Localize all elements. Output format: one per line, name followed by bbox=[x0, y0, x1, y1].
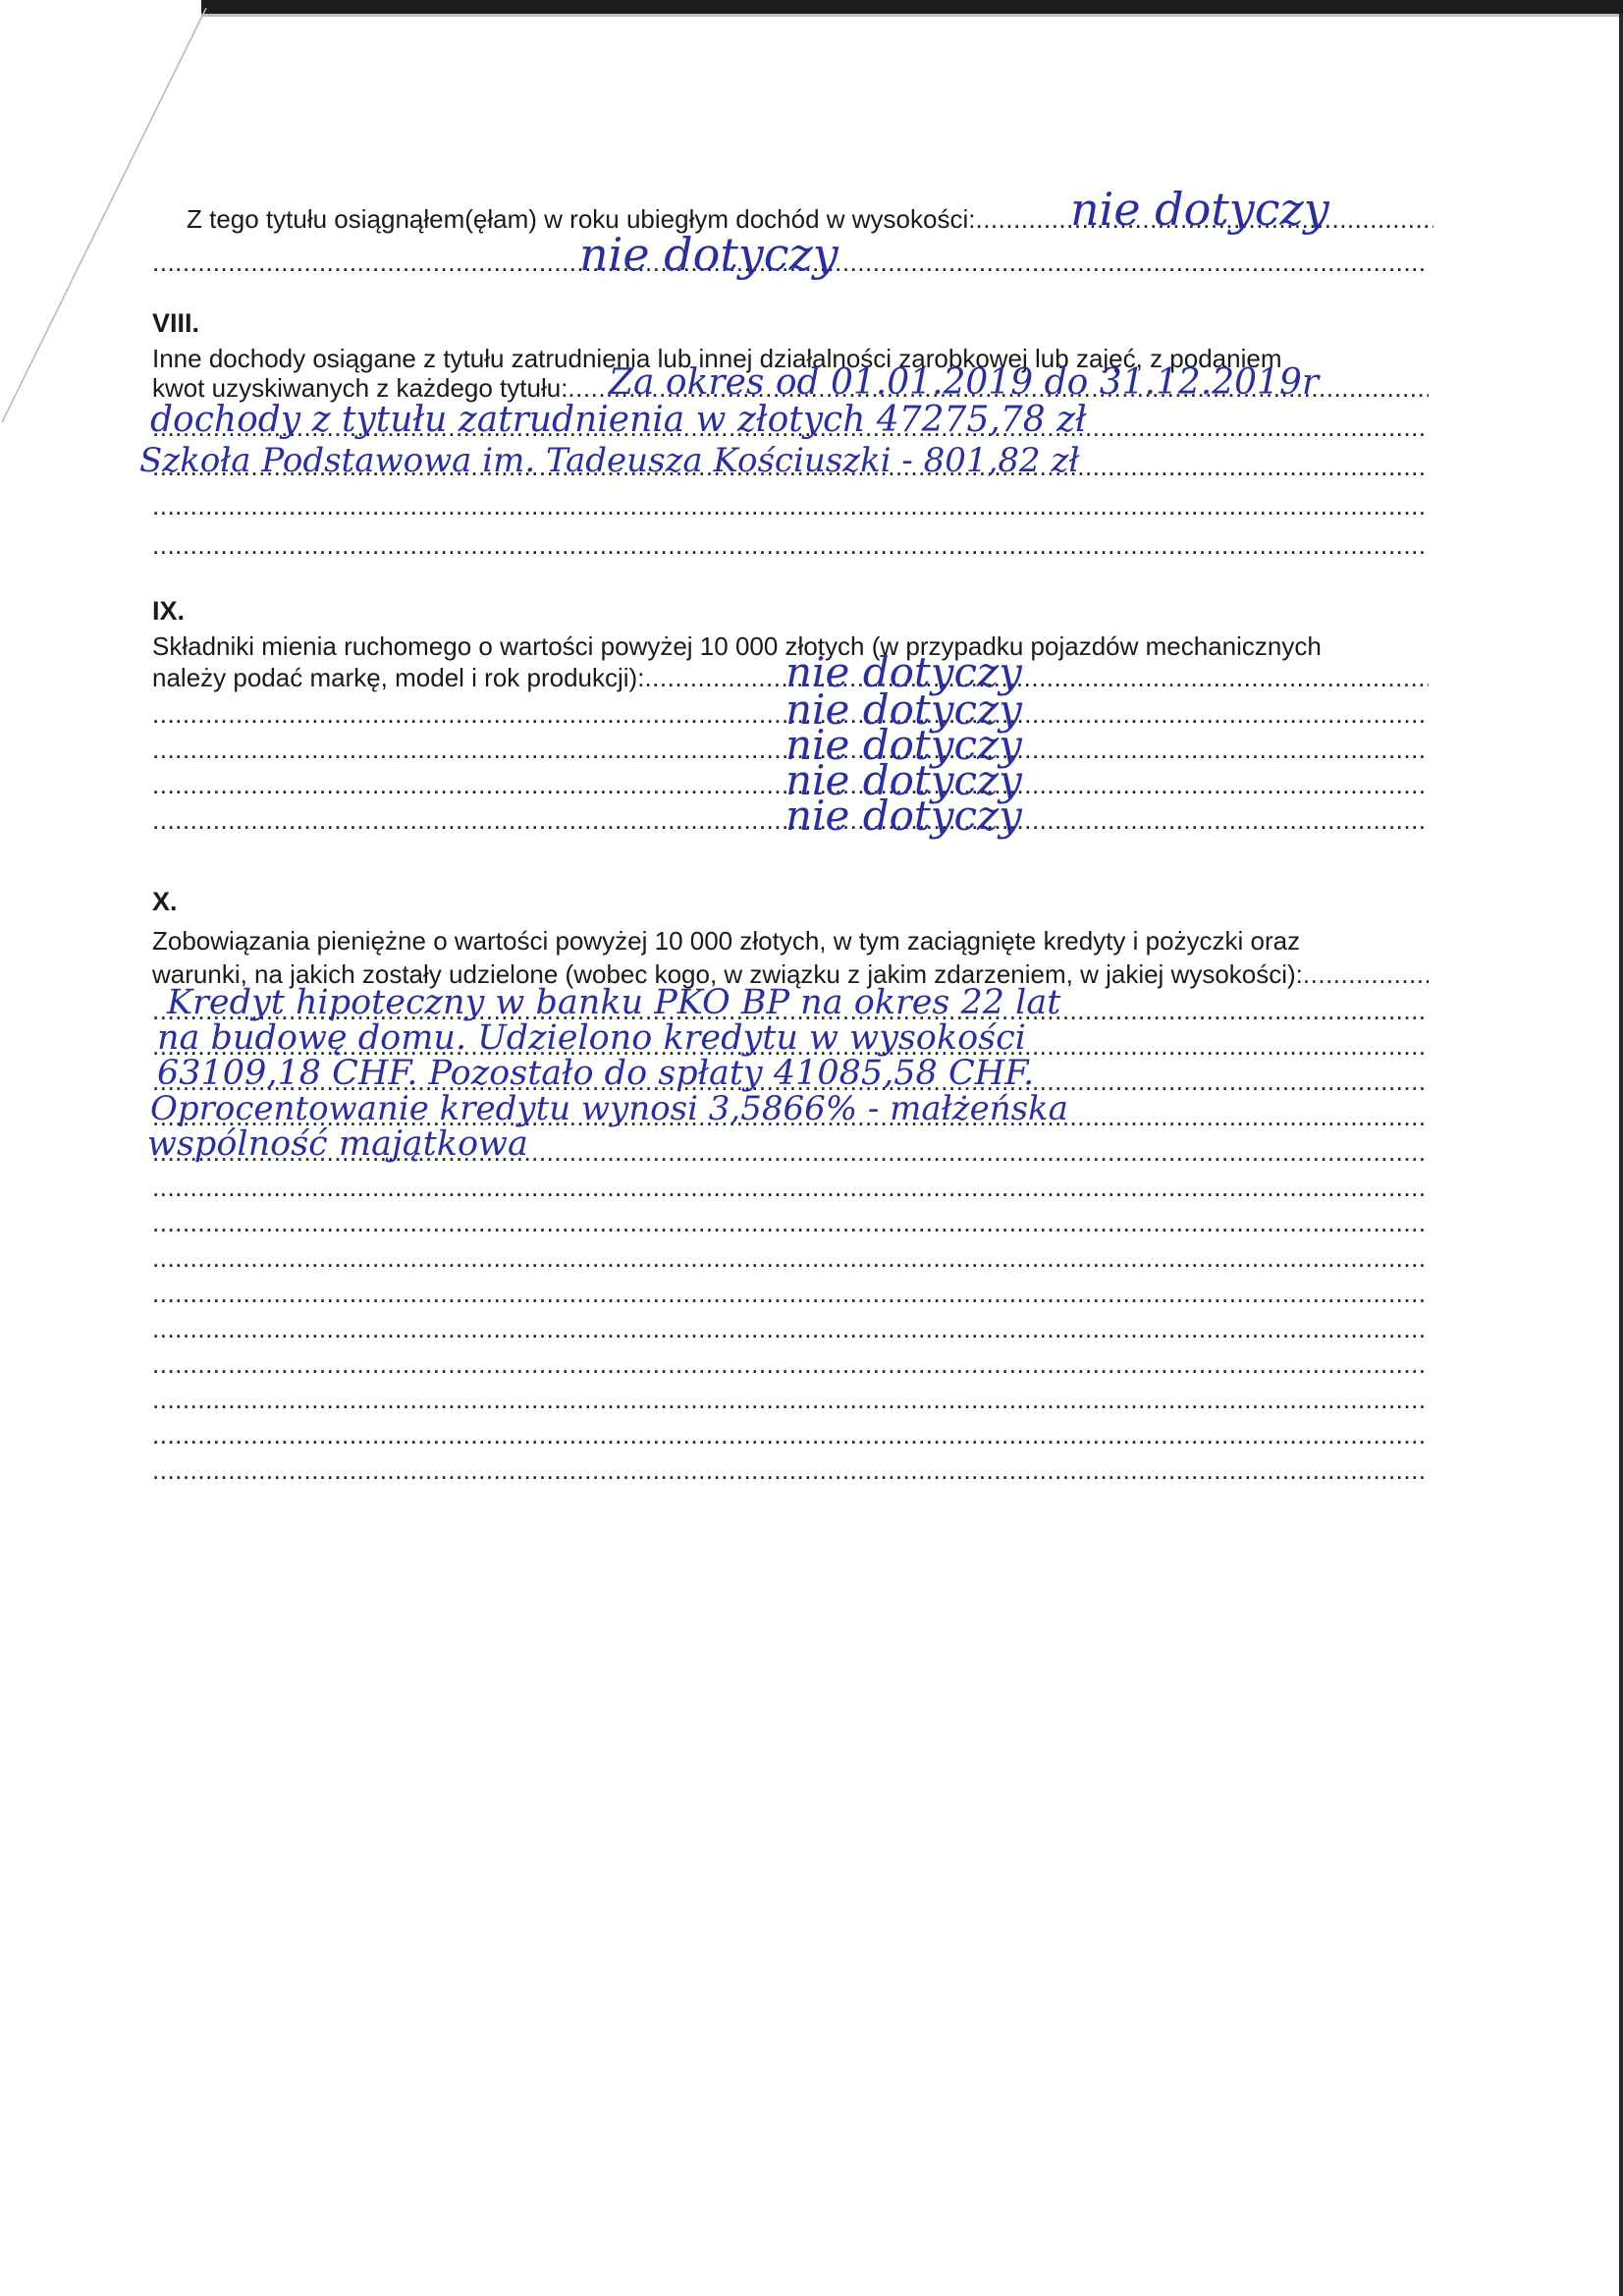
section-x-line-11 bbox=[152, 1314, 1429, 1343]
handwritten-ix-1: nie dotyczy bbox=[785, 648, 1022, 696]
handwritten-x-4: Oprocentowanie kredytu wynosi 3,5866% - małżeńska bbox=[150, 1089, 1068, 1128]
section-x-line-12 bbox=[152, 1349, 1429, 1379]
handwritten-viii-3: Szkoła Podstawowa im. Tadeusza Kościuszki - 801,82 zł bbox=[139, 441, 1080, 480]
section-x-line-14 bbox=[152, 1420, 1429, 1449]
section-x-line-10 bbox=[152, 1279, 1429, 1308]
section-viii-line-4 bbox=[152, 491, 1429, 520]
section-x-text: Zobowiązania pieniężne o wartości powyżej 10 000 złotych, w tym zaciągnięte kredyty i pożyczki oraz bbox=[152, 926, 1301, 956]
section-viii-text: Inne dochody osiągane z tytułu zatrudnienia lub innej działalności zarobkowej lub zajęć, z podaniem bbox=[152, 344, 1282, 373]
section-x-lead: warunki, na jakich zostały udzielone (wobec kogo, w związku z jakim zdarzeniem, w jakiej wysokości): bbox=[152, 959, 1303, 989]
section-ix-text: Składniki mienia ruchomego o wartości powyżej 10 000 złotych (w przypadku pojazdów mechanicznych bbox=[152, 631, 1322, 661]
handwritten-x-5: wspólność majątkowa bbox=[147, 1124, 528, 1164]
dotted-fill bbox=[152, 1208, 1429, 1237]
dotted-fill bbox=[644, 663, 1429, 692]
section-ix-heading: IX. bbox=[152, 596, 186, 626]
handwritten-viii-1: Za okres od 01.01.2019 do 31.12.2019r bbox=[609, 362, 1320, 403]
dotted-fill bbox=[152, 1385, 1429, 1414]
scan-top-edge bbox=[201, 0, 1623, 14]
handwritten-ix-5: nie dotyczy bbox=[785, 792, 1022, 840]
dotted-fill bbox=[152, 1455, 1429, 1485]
section-viii-line-5 bbox=[152, 530, 1429, 560]
dotted-fill bbox=[152, 1349, 1429, 1379]
dotted-fill bbox=[152, 1243, 1429, 1273]
section-x-line-9 bbox=[152, 1243, 1429, 1273]
section-viii-lead: kwot uzyskiwanych z każdego tytułu: bbox=[152, 373, 568, 403]
section-viii-heading: VIII. bbox=[152, 308, 200, 338]
dotted-fill bbox=[152, 1314, 1429, 1343]
dotted-fill bbox=[152, 491, 1429, 520]
handwritten-income-value: nie dotyczy bbox=[1070, 183, 1329, 236]
handwritten-ix-2: nie dotyczy bbox=[785, 685, 1022, 734]
dotted-fill bbox=[152, 1173, 1429, 1202]
intro-income-label: Z tego tytułu osiągnąłem(ęłam) w roku ubiegłym dochód w wysokości: bbox=[187, 204, 976, 234]
dotted-fill bbox=[152, 1279, 1429, 1308]
section-x-line-15 bbox=[152, 1455, 1429, 1485]
handwritten-ix-4: nie dotyczy bbox=[785, 756, 1022, 804]
scan-right-edge bbox=[1619, 14, 1623, 2296]
section-x-line-13 bbox=[152, 1385, 1429, 1414]
handwritten-x-3: 63109,18 CHF. Pozostało do spłaty 41085,58 CHF. bbox=[157, 1054, 1035, 1093]
handwritten-x-1: Kredyt hipoteczny w banku PKO BP na okres 22 lat bbox=[167, 983, 1061, 1022]
handwritten-x-2: na budowę domu. Udzielono kredytu w wysokości bbox=[157, 1018, 1026, 1058]
dotted-fill bbox=[152, 530, 1429, 560]
section-x-line-8 bbox=[152, 1208, 1429, 1237]
handwritten-income-value-2: nie dotyczy bbox=[579, 228, 839, 281]
section-ix-lead: należy podać markę, model i rok produkcji): bbox=[152, 663, 645, 692]
handwritten-ix-3: nie dotyczy bbox=[785, 721, 1022, 769]
section-x-line-7 bbox=[152, 1173, 1429, 1202]
section-x-heading: X. bbox=[152, 887, 178, 916]
handwritten-viii-2: dochody z tytułu zatrudnienia w złotych 47275,78 zł bbox=[150, 400, 1087, 440]
dotted-fill bbox=[1303, 959, 1429, 989]
dotted-fill bbox=[152, 1420, 1429, 1449]
